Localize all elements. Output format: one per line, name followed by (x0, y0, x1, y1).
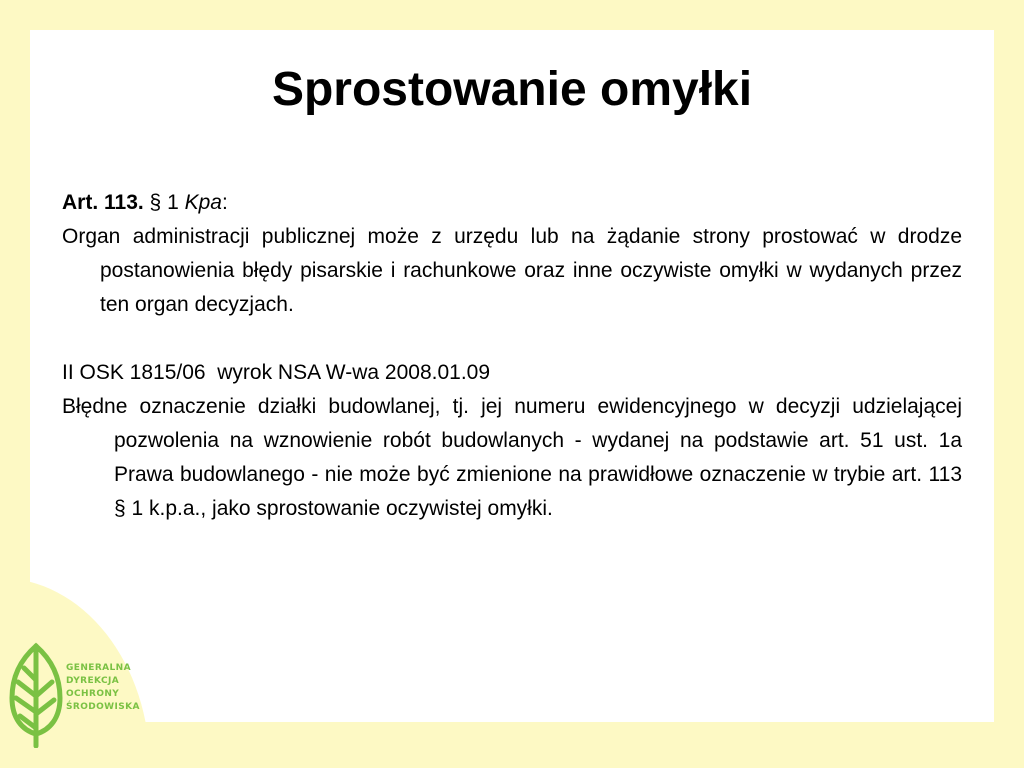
judgment-ref: II OSK 1815/06 wyrok NSA W-wa 2008.01.09 (62, 361, 491, 384)
logo-line: DYREKCJA (66, 676, 120, 686)
article-ref: Art. 113. (62, 191, 144, 214)
paragraph-gap (62, 322, 962, 356)
article-text: Organ administracji publicznej może z urzędu lub na żądanie strony prostować w drodze postanowienia błędy pisarskie i rachunkowe oraz inne oczywiste omyłki w wydanych przez ten organ decyzjach. (62, 225, 962, 316)
judgment-text: Błędne oznaczenie działki budowlanej, tj. jej numeru ewidencyjnego w decyzji udzielającej pozwolenia na wznowienie robót budowlanych - wydanej na podstawie art. 51 ust. 1a Prawa budowlanego - nie może być zmienione na prawidłowe oznaczenie w trybie art. 113 § 1 k.p.a., jako sprostowanie oczywistej omyłki. (62, 395, 962, 520)
slide-title: Sprostowanie omyłki (271, 63, 753, 116)
logo-line: ŚRODOWISKA (66, 702, 140, 712)
logo-text (66, 662, 140, 714)
article-colon: : (221, 191, 228, 214)
article-paragraph: § 1 (143, 191, 185, 214)
article-code: Kpa (184, 191, 222, 214)
slide-body (62, 186, 962, 526)
logo-line: GENERALNA (66, 663, 131, 673)
article-heading (62, 186, 962, 220)
logo-line: OCHRONY (66, 689, 120, 699)
